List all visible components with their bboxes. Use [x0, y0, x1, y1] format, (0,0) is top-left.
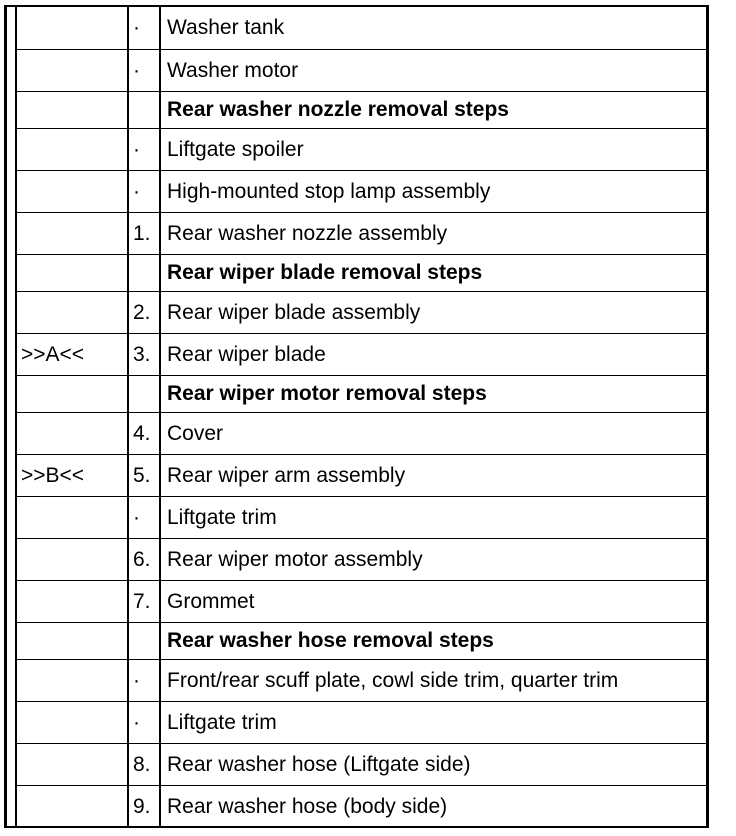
service-mark	[17, 7, 128, 49]
section-heading-row	[17, 622, 706, 659]
service-mark	[17, 375, 128, 412]
step-number	[128, 375, 160, 412]
step-description: Grommet	[160, 580, 706, 622]
table-row	[17, 496, 706, 538]
step-description: Rear wiper blade assembly	[160, 291, 706, 333]
service-mark	[17, 743, 128, 785]
step-description: Rear washer nozzle assembly	[160, 212, 706, 254]
step-number: 9.	[128, 785, 160, 827]
section-heading-row	[17, 375, 706, 412]
step-description: Liftgate trim	[160, 701, 706, 743]
table-row	[17, 49, 706, 91]
service-mark	[17, 170, 128, 212]
table-row	[17, 7, 706, 49]
table-row	[17, 580, 706, 622]
table-row	[17, 454, 706, 496]
service-mark	[17, 659, 128, 701]
step-description: Cover	[160, 412, 706, 454]
table-row	[17, 128, 706, 170]
service-mark	[17, 291, 128, 333]
step-number: ·	[128, 496, 160, 538]
table-row	[17, 212, 706, 254]
table-row	[17, 412, 706, 454]
section-heading-row	[17, 91, 706, 128]
step-description: Liftgate spoiler	[160, 128, 706, 170]
service-mark	[17, 496, 128, 538]
step-description: Rear washer hose (body side)	[160, 785, 706, 827]
step-number: 1.	[128, 212, 160, 254]
service-mark	[17, 212, 128, 254]
step-number: ·	[128, 701, 160, 743]
section-heading-row	[17, 254, 706, 291]
service-mark	[17, 254, 128, 291]
service-mark	[17, 622, 128, 659]
service-mark	[17, 128, 128, 170]
step-number: ·	[128, 659, 160, 701]
table-row	[17, 785, 706, 827]
removal-steps-table	[17, 7, 706, 827]
step-description: Washer tank	[160, 7, 706, 49]
step-number: 8.	[128, 743, 160, 785]
step-description: Front/rear scuff plate, cowl side trim, quarter trim	[160, 659, 706, 701]
step-number: 4.	[128, 412, 160, 454]
step-number: ·	[128, 49, 160, 91]
service-mark	[17, 49, 128, 91]
step-description: Rear washer hose (Liftgate side)	[160, 743, 706, 785]
step-description: Washer motor	[160, 49, 706, 91]
service-mark	[17, 91, 128, 128]
step-number	[128, 254, 160, 291]
step-number: 6.	[128, 538, 160, 580]
section-heading: Rear wiper blade removal steps	[160, 254, 706, 291]
step-description: High-mounted stop lamp assembly	[160, 170, 706, 212]
step-description: Rear wiper blade	[160, 333, 706, 375]
step-number	[128, 622, 160, 659]
section-heading: Rear wiper motor removal steps	[160, 375, 706, 412]
step-number: 3.	[128, 333, 160, 375]
step-number: ·	[128, 128, 160, 170]
section-heading: Rear washer hose removal steps	[160, 622, 706, 659]
step-description: Rear wiper arm assembly	[160, 454, 706, 496]
step-number	[128, 91, 160, 128]
table-row	[17, 659, 706, 701]
step-description: Rear wiper motor assembly	[160, 538, 706, 580]
step-number: 5.	[128, 454, 160, 496]
step-number: ·	[128, 7, 160, 49]
table-row	[17, 701, 706, 743]
table-row	[17, 538, 706, 580]
service-mark	[17, 701, 128, 743]
step-description: Liftgate trim	[160, 496, 706, 538]
table-row	[17, 333, 706, 375]
service-mark	[17, 785, 128, 827]
step-number: 7.	[128, 580, 160, 622]
service-mark	[17, 538, 128, 580]
table-row	[17, 170, 706, 212]
table-row	[17, 291, 706, 333]
service-mark	[17, 412, 128, 454]
step-number: ·	[128, 170, 160, 212]
service-mark: >>B<<	[17, 454, 128, 496]
section-heading: Rear washer nozzle removal steps	[160, 91, 706, 128]
service-mark	[17, 580, 128, 622]
service-mark: >>A<<	[17, 333, 128, 375]
table-row	[17, 743, 706, 785]
step-number: 2.	[128, 291, 160, 333]
